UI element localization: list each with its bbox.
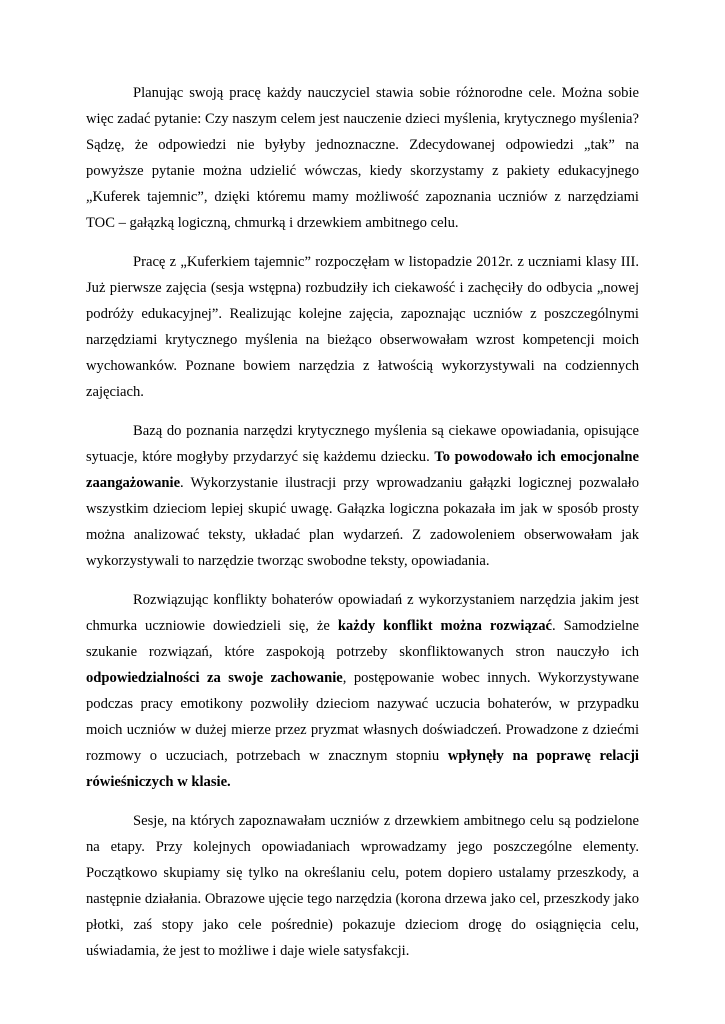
paragraph-text: Rozwiązując konflikty bohaterów opowiadań z wykorzystaniem narzędzia jakim jest chmurka uczniowie dowiedzieli się, że bbox=[86, 592, 639, 634]
bold-phrase: wpłynęły na poprawę relacji rówieśniczych w klasie. bbox=[86, 748, 639, 790]
bold-phrase: odpowiedzialności za swoje zachowanie bbox=[86, 670, 343, 686]
paragraph-text: . Wykorzystanie ilustracji przy wprowadzaniu gałązki logicznej pozwalało wszystkim dzieciom lepiej skupić uwagę. Gałązka logiczna pokazała im jak w sposób prosty można analizować teksty, układać plan wydarzeń. Z zadowoleniem obserwowałam jak wykorzystywali to narzędzie tworząc swobodne teksty, opowiadania. bbox=[86, 475, 639, 569]
paragraph-text: Bazą do poznania narzędzi krytycznego myślenia są ciekawe opowiadania, opisujące sytuacje, które mogłyby przydarzyć się każdemu dziecku. bbox=[86, 423, 639, 465]
paragraph-3 bbox=[86, 418, 639, 574]
paragraph-5 bbox=[86, 808, 639, 964]
bold-phrase: każdy konflikt można rozwiązać bbox=[337, 618, 552, 634]
paragraph-text: Pracę z „Kuferkiem tajemnic” rozpoczęłam w listopadzie 2012r. z uczniami klasy III. Już pierwsze zajęcia (sesja wstępna) rozbudziły ich ciekawość i zachęciły do odbycia „nowej podróży edukacyjnej”. Realizując kolejne zajęcia, zapoznając uczniów z poszczególnymi narzędziami krytycznego myślenia na bieżąco obserwowałam wzrost kompetencji moich wychowanków. Poznane bowiem narzędzia z łatwością wykorzystywali na codziennych zajęciach. bbox=[86, 254, 639, 400]
paragraph-2 bbox=[86, 249, 639, 405]
document-page bbox=[86, 80, 639, 977]
paragraph-text: Planując swoją pracę każdy nauczyciel stawia sobie różnorodne cele. Można sobie więc zadać pytanie: Czy naszym celem jest nauczenie dzieci myślenia, krytycznego myślenia? Sądzę, że odpowiedzi nie byłyby jednoznaczne. Zdecydowanej odpowiedzi „tak” na powyższe pytanie można udzielić wówczas, kiedy skorzystamy z pakiety edukacyjnego „Kuferek tajemnic”, dzięki któremu mamy możliwość zapoznania uczniów z narzędziami TOC – gałązką logiczną, chmurką i drzewkiem ambitnego celu. bbox=[86, 85, 639, 231]
paragraph-text: Sesje, na których zapoznawałam uczniów z drzewkiem ambitnego celu są podzielone na etapy. Przy kolejnych opowiadaniach wprowadzamy jego poszczególne elementy. Początkowo skupiamy się tylko na określaniu celu, potem dopiero ustalamy przeszkody, a następnie działania. Obrazowe ujęcie tego narzędzia (korona drzewa jako cel, przeszkody jako płotki, zaś stopy jako cele pośrednie) pokazuje dzieciom drogę do osiągnięcia celu, uświadamia, że jest to możliwe i daje wiele satysfakcji. bbox=[86, 813, 639, 959]
paragraph-1 bbox=[86, 80, 639, 236]
paragraph-text: , postępowanie wobec innych. Wykorzystywane podczas pracy emotikony pozwoliły dzieciom nazywać uczucia bohaterów, w przypadku moich uczniów w dużej mierze przez pryzmat własnych doświadczeń. Prowadzone z dziećmi rozmowy o uczuciach, potrzebach w znacznym stopniu bbox=[86, 670, 639, 764]
paragraph-4 bbox=[86, 587, 639, 795]
paragraph-text: . Samodzielne szukanie rozwiązań, które zaspokoją potrzeby skonfliktowanych stron nauczyło ich bbox=[86, 618, 640, 660]
bold-phrase: To powodowało ich emocjonalne zaangażowanie bbox=[86, 449, 640, 491]
